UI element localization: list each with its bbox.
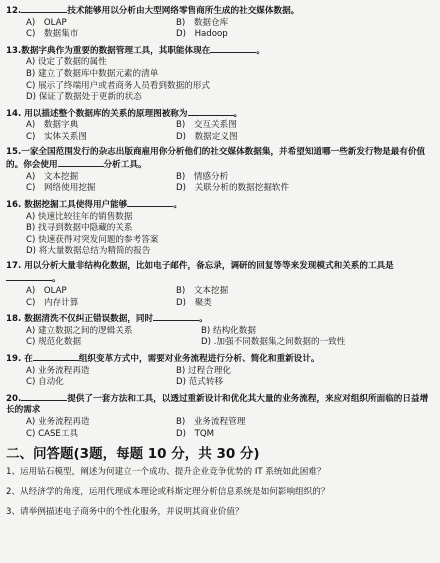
option-d: D) 将大量数据总结为精简的报告 bbox=[26, 246, 151, 257]
answer-blank bbox=[188, 107, 234, 116]
question-stem: 16. 数据挖掘工具使得用户能够 。 bbox=[6, 199, 182, 210]
option-d: D) 关联分析的数据挖掘软件 bbox=[176, 183, 290, 194]
option-a: A) OLAP bbox=[26, 17, 67, 28]
option-b: B) 过程合理化 bbox=[176, 365, 231, 376]
question-12 bbox=[6, 4, 434, 41]
option-b: B) 建立了数据库中数据元素的清单 bbox=[26, 68, 159, 79]
question-stem: 17. 用以分析大量非结构化数据，比如电子邮件，备忘录，调研的回复等等来发现模式和关系的工具是。 bbox=[6, 260, 394, 285]
question-stem: 14. 用以描述整个数据库的关系的原理图被称为 。 bbox=[6, 108, 243, 119]
section-title: 二、问答题(3题，每题 10 分，共 30 分) bbox=[6, 446, 260, 463]
option-b: B) 文本挖掘 bbox=[176, 286, 229, 297]
answer-blank bbox=[153, 312, 199, 321]
option-a: A) 文本挖掘 bbox=[26, 171, 79, 182]
option-b: B) 情感分析 bbox=[176, 171, 229, 182]
option-b: B) 业务流程管理 bbox=[176, 417, 246, 427]
answer-blank bbox=[58, 158, 104, 167]
question-14 bbox=[6, 107, 434, 144]
option-d: D) TQM bbox=[176, 428, 214, 439]
option-d: D) .加强不同数据集之间数据的一致性 bbox=[201, 337, 346, 348]
option-c: C) 实体关系图 bbox=[26, 131, 87, 142]
option-d: D) 保证了数据处于更新的状态 bbox=[26, 92, 142, 103]
question-15 bbox=[6, 147, 434, 195]
question-stem: 13.数据字典作为重要的数据管理工具，其职能体现在 。 bbox=[6, 45, 265, 56]
option-a: A) 业务流程再造 bbox=[26, 417, 90, 427]
essay-question-2: 2、从经济学的角度，运用代理成本理论或科斯定理分析信息系统是如何影响组织的？ bbox=[6, 487, 330, 498]
question-17 bbox=[6, 261, 434, 309]
option-d: D) Hadoop bbox=[176, 29, 228, 40]
options bbox=[6, 212, 434, 258]
options bbox=[6, 172, 434, 195]
option-b: B) 交互关系图 bbox=[176, 120, 237, 131]
option-a: A) 快速比较往年的销售数据 bbox=[26, 211, 133, 222]
answer-blank bbox=[210, 44, 256, 53]
essay-question-1: 1、运用钻石模型，阐述为何建立一个成功、提升企业竞争优势的 IT 系统如此困难？ bbox=[6, 467, 326, 478]
question-stem: 18. 数据清洗不仅纠正错误数据，同时 。 bbox=[6, 314, 208, 325]
question-stem: 19. 在 组织变革方式中，需要对业务流程进行分析、简化和重新设计。 bbox=[6, 354, 320, 365]
options bbox=[6, 57, 434, 103]
options bbox=[6, 326, 434, 349]
question-13 bbox=[6, 44, 434, 104]
option-c: C) 网络使用挖掘 bbox=[26, 183, 96, 194]
question-stem: 20. 提供了一套方法和工具，以透过重新设计和优化其大量的业务流程，来应对组织所面临的日益增长的需求 bbox=[6, 393, 429, 416]
options bbox=[6, 18, 434, 41]
question-19 bbox=[6, 352, 434, 389]
options bbox=[6, 366, 434, 389]
option-a: A) 业务流程再造 bbox=[26, 365, 90, 376]
option-a: A) 数据字典 bbox=[26, 120, 79, 131]
options bbox=[6, 417, 434, 440]
option-b: B) 找寻到数据中隐藏的关系 bbox=[26, 223, 133, 234]
option-b: B) 结构化数据 bbox=[201, 325, 256, 336]
option-c: C) 自动化 bbox=[26, 377, 64, 388]
option-b: B) 数据仓库 bbox=[176, 17, 229, 28]
answer-blank bbox=[21, 4, 67, 13]
option-a: A) OLAP bbox=[26, 286, 67, 297]
options bbox=[6, 120, 434, 143]
option-d: D) 数据定义图 bbox=[176, 131, 238, 142]
question-stem: 12. 技术能够用以分析由大型网络零售商所生成的社交媒体数据。 bbox=[6, 6, 300, 16]
option-c: C) CASE工具 bbox=[26, 428, 79, 439]
option-a: A) 建立数据之间的逻辑关系 bbox=[26, 325, 133, 336]
option-c: C) 规范化数据 bbox=[26, 337, 82, 348]
option-c: C) 数据集市 bbox=[26, 29, 79, 40]
option-c: C) 内存计算 bbox=[26, 297, 79, 308]
question-stem: 15.一家全国范围发行的杂志出版商雇用你分析他们的社交媒体数据集，并希望知道哪一些新发行物是最有价值的。你会使用 分析工具。 bbox=[6, 146, 426, 171]
question-18 bbox=[6, 312, 434, 349]
essay-question-3: 3、请举例描述电子商务中的个性化服务，并说明其商业价值？ bbox=[6, 507, 244, 518]
answer-blank bbox=[21, 392, 67, 401]
option-c: C) 快速获得对突发问题的参考答案 bbox=[26, 234, 159, 245]
option-c: C) 展示了终端用户或者商务人员看到数据的形式 bbox=[26, 80, 210, 91]
answer-blank bbox=[33, 352, 79, 361]
question-20 bbox=[6, 392, 434, 440]
option-d: D) 范式转移 bbox=[176, 377, 224, 388]
question-16 bbox=[6, 198, 434, 258]
option-a: A) 设定了数据的属性 bbox=[26, 57, 107, 68]
options bbox=[6, 286, 434, 309]
answer-blank bbox=[6, 272, 52, 281]
option-d: D) 聚类 bbox=[176, 297, 212, 308]
answer-blank bbox=[127, 198, 173, 207]
